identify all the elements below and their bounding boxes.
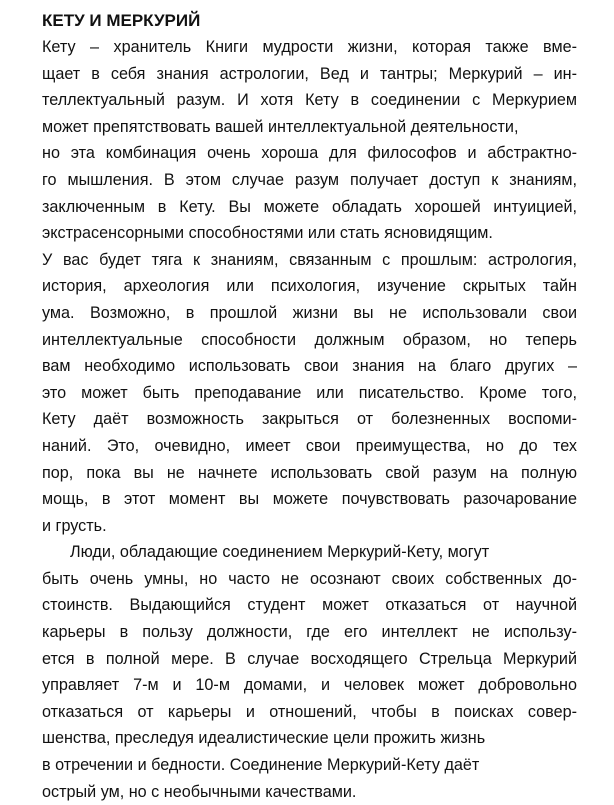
text-line: интеллектуальные способности должным образом, но теперь: [42, 330, 577, 349]
section-heading: КЕТУ И МЕРКУРИЙ: [42, 11, 201, 30]
text-line: экстрасенсорными способностями или стать ясновидящим.: [42, 224, 493, 243]
body-text: [42, 34, 577, 805]
paragraph: [42, 34, 577, 539]
text-line: стоинств. Выдающийся студент может отказаться от научной: [42, 596, 577, 615]
text-line: Кету – хранитель Книги мудрости жизни, которая также вме-: [42, 38, 577, 56]
text-line: У вас будет тяга к знаниям, связанным с прошлым: астрология,: [42, 250, 577, 269]
text-line: го мышления. В этом случае разум получает доступ к знаниям,: [42, 170, 577, 189]
text-line: но эта комбинация очень хороша для философов и абстрактно-: [42, 144, 577, 163]
text-line: это может быть преподавание или писательство. Кроме того,: [42, 383, 577, 402]
text-line: Кету даёт возможность закрыться от болезненных воспоми-: [42, 410, 577, 429]
text-line: ума. Возможно, в прошлой жизни вы не использовали свои: [42, 303, 577, 322]
text-line: острый ум, но с необычными качествами.: [42, 782, 357, 801]
text-line: и грусть.: [42, 516, 107, 535]
text-line: теллектуальный разум. И хотя Кету в соединении с Меркурием: [42, 91, 577, 110]
text-line: пор, пока вы не начнете использовать свой разум на полную: [42, 463, 577, 482]
text-line: вам необходимо использовать свои знания на благо других –: [42, 357, 577, 376]
paragraph: [42, 539, 577, 805]
text-line: мощь, в этот момент вы можете почувствовать разочарование: [42, 490, 577, 509]
text-line: шенства, преследуя идеалистические цели прожить жизнь: [42, 729, 486, 748]
text-line: управляет 7-м и 10-м домами, и человек может добровольно: [42, 676, 577, 695]
text-line: щает в себя знания астрологии, Вед и тантры; Меркурий – ин-: [42, 64, 577, 83]
text-line: в отречении и бедности. Соединение Меркурий-Кету даёт: [42, 756, 480, 775]
document-page: [42, 8, 577, 805]
text-line: наний. Это, очевидно, имеет свои преимущества, но до тех: [42, 436, 577, 455]
text-line: заключенным в Кету. Вы можете обладать хорошей интуицией,: [42, 197, 577, 216]
text-line: быть очень умны, но часто не осознают своих собственных до-: [42, 569, 577, 588]
text-line: Люди, обладающие соединением Меркурий-Кету, могут: [70, 543, 490, 562]
text-line: может препятствовать вашей интеллектуальной деятельности,: [42, 117, 519, 136]
text-line: история, археология или психология, изучение скрытых тайн: [42, 277, 577, 296]
text-line: ется в полной мере. В случае восходящего Стрельца Меркурий: [42, 649, 577, 668]
text-line: отказаться от карьеры и отношений, чтобы в поисках совер-: [42, 702, 577, 721]
text-line: карьеры в пользу должности, где его интеллект не использу-: [42, 623, 577, 642]
